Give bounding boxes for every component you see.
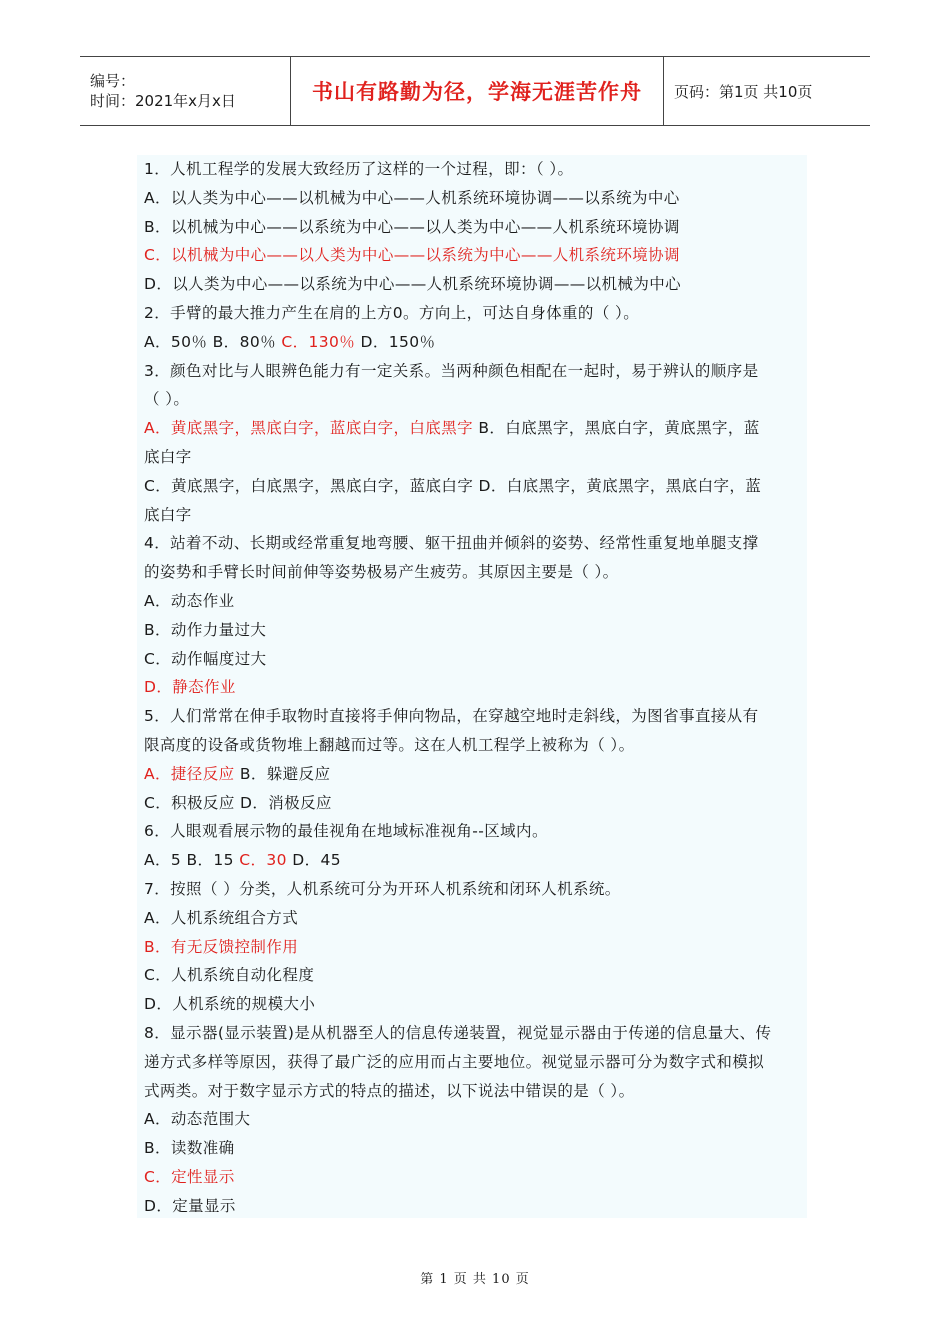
text-segment: C．130％ <box>281 332 356 351</box>
text-line <box>144 414 807 443</box>
header-meta <box>80 57 291 125</box>
text-line <box>144 846 807 875</box>
text-line: A．人机系统组合方式 <box>144 908 299 927</box>
text-line: 4．站着不动、长期或经常重复地弯腰、躯干扭曲并倾斜的姿势、经常性重复地单腿支撑 <box>144 534 759 553</box>
text-segment: B．躲避反应 <box>234 764 331 783</box>
text-line: C．以机械为中心——以人类为中心——以系统为中心——人机系统环境协调 <box>144 246 680 265</box>
text-line: 限高度的设备或货物堆上翻越而过等。这在人机工程学上被称为（ ）。 <box>144 735 635 754</box>
text-line: 底白字 <box>144 505 192 524</box>
text-line: 递方式多样等原因，获得了最广泛的应用而占主要地位。视觉显示器可分为数字式和模拟 <box>144 1052 765 1071</box>
text-segment: B．白底黑字，黑底白字，黄底黑字，蓝 <box>473 419 760 438</box>
text-line: （ ）。 <box>144 390 190 409</box>
text-line: D．以人类为中心——以系统为中心——人机系统环境协调——以机械为中心 <box>144 275 682 294</box>
page-header <box>80 56 870 126</box>
text-segment: A．黄底黑字，黑底白字，蓝底白字，白底黑字 <box>144 419 474 438</box>
text-line: 底白字 <box>144 447 192 466</box>
text-line: 2．手臂的最大推力产生在肩的上方0。方向上，可达自身体重的（ ）。 <box>144 303 640 322</box>
text-line: 的姿势和手臂长时间前伸等姿势极易产生疲劳。其原因主要是（ ）。 <box>144 563 619 582</box>
text-line: B．动作力量过大 <box>144 620 267 639</box>
text-line: C．定性显示 <box>144 1167 235 1186</box>
text-line: A．动态范围大 <box>144 1110 251 1129</box>
text-segment: C．30 <box>239 851 287 870</box>
text-segment: A．捷径反应 <box>144 764 235 783</box>
text-line: B．以机械为中心——以系统为中心——以人类为中心——人机系统环境协调 <box>144 217 680 236</box>
time-label: 时间：2021年x月x日 <box>90 92 236 110</box>
text-line: B．读数准确 <box>144 1139 235 1158</box>
text-line: C．人机系统自动化程度 <box>144 966 315 985</box>
text-line: D．静态作业 <box>144 678 236 697</box>
motto: 书山有路勤为径，学海无涯苦作舟 <box>312 80 642 104</box>
text-line: 1．人机工程学的发展大致经历了这样的一个过程，即：（ ）。 <box>144 160 574 178</box>
text-line: 5．人们常常在伸手取物时直接将手伸向物品，在穿越空地时走斜线，为图省事直接从有 <box>144 707 759 726</box>
text-line: 6．人眼观看展示物的最佳视角在地域标准视角--区域内。 <box>144 822 548 841</box>
text-line: A．以人类为中心——以机械为中心——人机系统环境协调——以系统为中心 <box>144 188 680 207</box>
text-segment: A．5 B．15 <box>144 851 240 870</box>
text-line: C．动作幅度过大 <box>144 649 267 668</box>
text-line: 式两类。对于数字显示方式的特点的描述，以下说法中错误的是（ ）。 <box>144 1081 635 1100</box>
text-line <box>144 760 807 789</box>
text-line: B．有无反馈控制作用 <box>144 937 299 956</box>
text-line: 3．颜色对比与人眼辨色能力有一定关系。当两种颜色相配在一起时，易于辨认的顺序是 <box>144 361 759 380</box>
number-label: 编号： <box>90 72 136 90</box>
text-line: 7．按照（ ）分类，人机系统可分为开环人机系统和闭环人机系统。 <box>144 879 621 898</box>
header-motto-cell <box>291 57 664 125</box>
text-line: A．动态作业 <box>144 591 235 610</box>
text-line: 8．显示器(显示装置)是从机器至人的信息传递装置，视觉显示器由于传递的信息量大、传 <box>144 1023 772 1042</box>
page-info: 页码：第1页 共10页 <box>674 82 813 101</box>
page-footer: 第 1 页 共 10 页 <box>420 1272 530 1287</box>
text-segment: A．50％ B．80％ <box>144 332 282 351</box>
text-line: D．定量显示 <box>144 1196 236 1215</box>
text-line: C．黄底黑字，白底黑字，黑底白字，蓝底白字 D．白底黑字，黄底黑字，黑底白字，蓝 <box>144 476 762 495</box>
question-content <box>137 155 807 1218</box>
text-line: C．积极反应 D．消极反应 <box>144 793 332 812</box>
text-segment: D．150％ <box>355 332 436 351</box>
text-line <box>144 328 807 357</box>
text-line: D．人机系统的规模大小 <box>144 995 316 1014</box>
header-page-info-cell <box>664 57 870 125</box>
text-segment: D．45 <box>286 851 342 870</box>
